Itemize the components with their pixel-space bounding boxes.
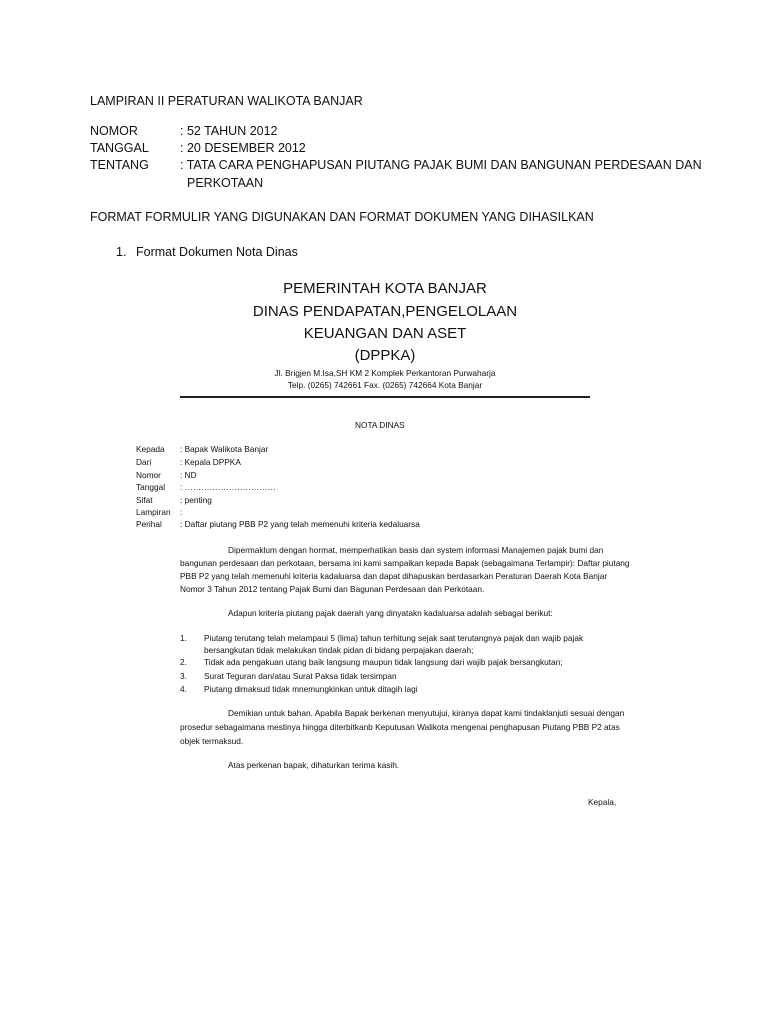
paragraph-2: Adapun kriteria piutang pajak daerah yang dinyatakn kadaluarsa adalah sebagai berikut:: [228, 608, 553, 618]
field-value: : ……………………………: [180, 482, 276, 492]
nomor-label: NOMOR: [90, 124, 138, 138]
tentang-label: TENTANG: [90, 158, 149, 172]
list-item: Tidak ada pengakuan utang baik langsung maupun tidak langsung dari wajib pajak bersangkutan;: [204, 657, 563, 667]
field-label: Tanggal: [136, 482, 166, 492]
kop-line-3: KEUANGAN DAN ASET: [303, 325, 467, 342]
list-number: 1.: [180, 633, 187, 643]
field-value: : penting: [180, 495, 212, 505]
field-label: Nomor: [136, 470, 161, 480]
field-label: Kepada: [136, 444, 165, 454]
paragraph-4: Atas perkenan bapak, dihaturkan terima kasih.: [228, 760, 400, 770]
item-number: 1.: [116, 245, 127, 259]
format-title: FORMAT FORMULIR YANG DIGUNAKAN DAN FORMAT DOKUMEN YANG DIHASILKAN: [90, 210, 594, 224]
field-label: Dari: [136, 457, 152, 467]
kop-line-1: PEMERINTAH KOTA BANJAR: [283, 280, 487, 297]
field-value: : Bapak Walikota Banjar: [180, 444, 269, 454]
paragraph-3-line: objek termaksud.: [180, 736, 244, 746]
signature-title: Kepala,: [588, 797, 617, 807]
paragraph-1-line: bangunan perdesaan dan perkotaan, bersama ini kami sampaikan kepada Bapak (sebagaimana Terlampir): Daftar piutang: [180, 558, 630, 568]
tanggal-value: : 20 DESEMBER 2012: [180, 141, 306, 155]
list-item: Piutang terutang telah melampaui 5 (lima) tahun terhitung sejak saat terutangnya pajak dan wajib pajak: [204, 633, 584, 643]
list-number: 4.: [180, 684, 187, 694]
kop-line-4: (DPPKA): [354, 347, 416, 364]
list-number: 3.: [180, 671, 187, 681]
paragraph-1-line: PBB P2 yang telah memenuhi kriteria kadaluarsa dan dapat dihapuskan berdasarkan Peraturan Daerah Kota Banjar: [180, 571, 608, 581]
field-label: Perihal: [136, 519, 162, 529]
tanggal-label: TANGGAL: [90, 141, 149, 155]
paragraph-1-line: Dipermaklum dengan hormat, memperhatikan basis dan system informasi Manajemen pajak bumi dan: [228, 545, 604, 555]
list-item: Piutang dimaksud tidak mnemungkinkan untuk ditagih lagi: [204, 684, 418, 694]
field-value: :: [180, 507, 183, 517]
field-label: Sifat: [136, 495, 153, 505]
kop-phone: Telp. (0265) 742661 Fax. (0265) 742664 Kota Banjar: [287, 380, 483, 390]
tentang-value-cont: PERKOTAAN: [187, 176, 264, 190]
field-value: : Daftar piutang PBB P2 yang telah memenuhi kriteria kedaluarsa: [180, 519, 420, 529]
kop-line-2: DINAS PENDAPATAN,PENGELOLAAN: [252, 303, 518, 320]
list-number: 2.: [180, 657, 187, 667]
tentang-value: : TATA CARA PENGHAPUSAN PIUTANG PAJAK BUMI DAN BANGUNAN PERDESAAN DAN: [180, 158, 702, 172]
paragraph-3-line: Demikian untuk bahan. Apabila Bapak berkenan menyutujui, kiranya dapat kami tindaklanjuti sesuai dengan: [228, 708, 625, 718]
field-value: : Kepala DPPKA: [180, 457, 241, 467]
nota-title: NOTA DINAS: [355, 420, 405, 430]
list-item: Surat Teguran dan/atau Surat Paksa tidak tersimpan: [204, 671, 397, 681]
paragraph-3-line: prosedur sebagaimana mestinya hingga diterbitkanb Keputusan Walikota mengenai penghapusan Piutang PBB P2 atas: [180, 722, 620, 732]
letterhead-divider: [180, 396, 590, 398]
item-label: Format Dokumen Nota Dinas: [136, 245, 298, 259]
nomor-value: : 52 TAHUN 2012: [180, 124, 278, 138]
kop-address: Jl. Brigjen M.Isa,SH KM 2 Komplek Perkantoran Purwaharja: [274, 368, 496, 378]
lampiran-title: LAMPIRAN II PERATURAN WALIKOTA BANJAR: [90, 94, 363, 108]
field-value: : ND: [180, 470, 197, 480]
list-item-cont: bersangkutan tidak melakukan tindak pidan di bidang perpajakan daerah;: [204, 645, 474, 655]
field-label: Lampiran: [136, 507, 171, 517]
paragraph-1-line: Nomor 3 Tahun 2012 tentang Pajak Bumi dan Bagunan Perdesaan dan Perkotaan.: [180, 584, 485, 594]
